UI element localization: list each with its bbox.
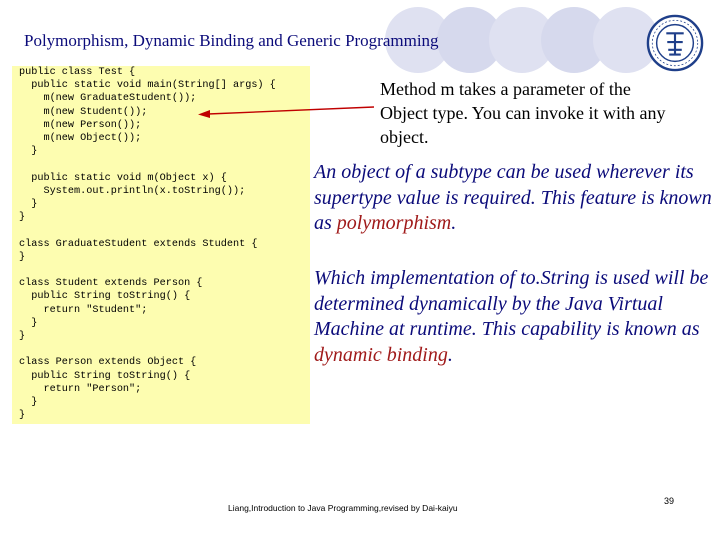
slide-title: Polymorphism, Dynamic Binding and Generic Programming bbox=[24, 31, 439, 50]
footer-credit: Liang,Introduction to Java Programming,revised by Dai-kaiyu bbox=[228, 503, 458, 513]
arrow-pointer-icon bbox=[196, 100, 376, 120]
dynamic-binding-keyword: dynamic binding bbox=[314, 343, 448, 366]
polymorphism-note bbox=[314, 160, 714, 237]
page-number: 39 bbox=[664, 496, 675, 506]
polymorphism-keyword: polymorphism bbox=[336, 212, 452, 234]
polymorphism-note-end: . bbox=[451, 212, 457, 234]
dynamic-binding-note-end: . bbox=[447, 343, 453, 366]
method-note: Method m takes a parameter of the Object type. You can invoke it with any object. bbox=[380, 79, 666, 147]
university-seal-icon bbox=[646, 14, 704, 72]
code-listing: public class Test { public static void main(String[] args) { m(new GraduateStudent()); m(new Student()); m(new Person()); m(new Object()); } public static void m(Object x) { System.out.println(x.toString()); } } class GraduateStudent extends Student { } class Student extends Person { public String toString() { return "Student"; } } class Person extends Object { public String toString() { return "Person"; } } bbox=[19, 67, 276, 422]
polymorphism-note-text: An object of a subtype can be used wherever its supertype value is required. This feature is known as bbox=[314, 161, 712, 234]
dynamic-binding-note bbox=[314, 266, 714, 368]
dynamic-binding-note-text: Which implementation of to.String is used will be determined dynamically by the Java Virtual Machine at runtime. This capability is known as bbox=[314, 267, 709, 340]
